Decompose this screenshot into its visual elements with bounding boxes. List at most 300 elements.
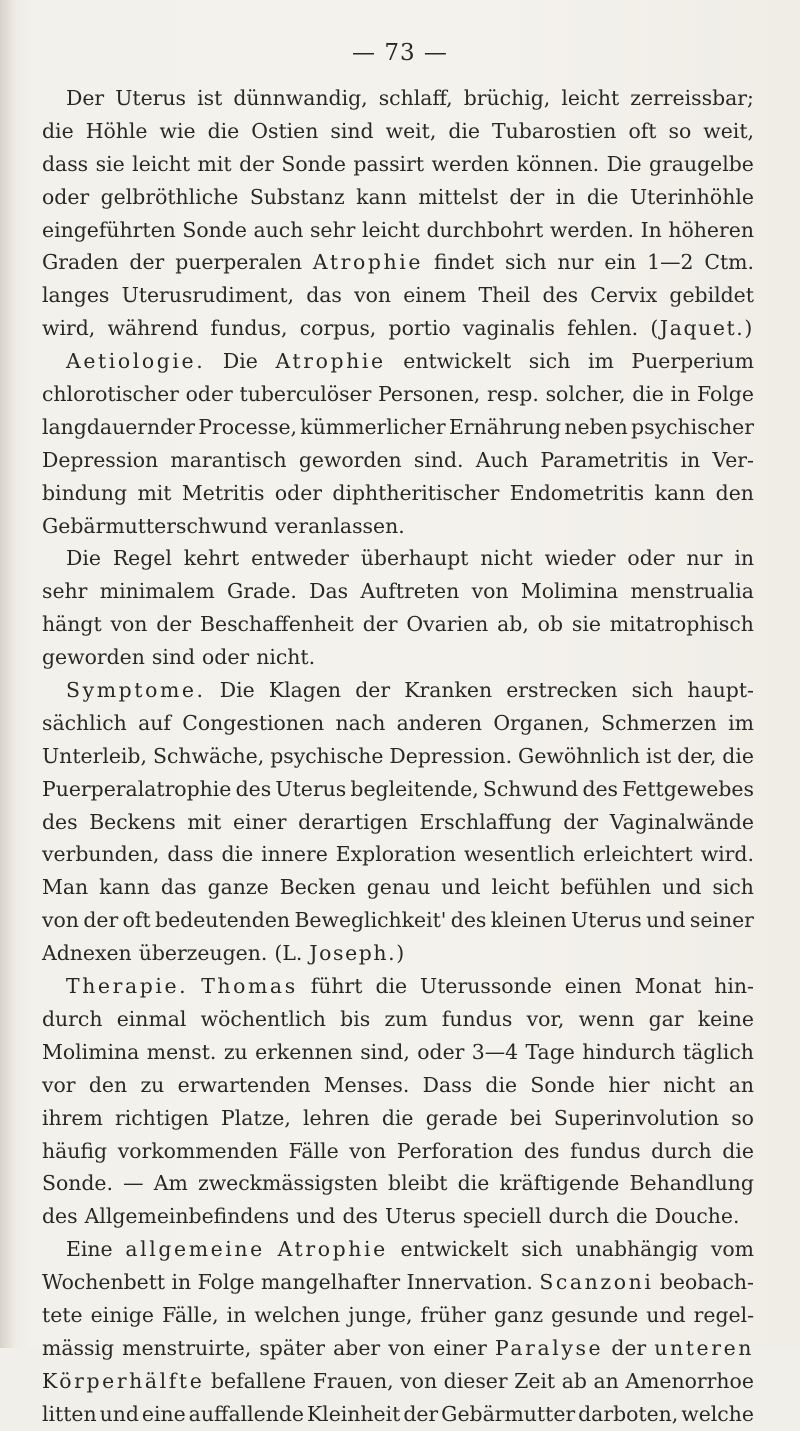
word: Kranken [404, 678, 493, 703]
word: leicht [132, 151, 191, 176]
word: Uterusrudiment, [121, 283, 295, 308]
word: ganze [207, 875, 269, 900]
word: dass [167, 842, 214, 867]
text-line [42, 871, 754, 904]
text-line [42, 312, 754, 345]
word: oder [185, 382, 233, 407]
word: und [662, 875, 702, 900]
word: portio [388, 316, 451, 341]
word: Uterinhöhle [629, 184, 754, 209]
word: Therapie. [66, 974, 189, 999]
word: wird. [700, 842, 754, 867]
word: die [42, 118, 74, 143]
word: oder [417, 1039, 465, 1064]
word: einmal [116, 1006, 187, 1031]
word: ob [537, 612, 564, 637]
word: verbunden, [42, 842, 160, 867]
word: langes [42, 283, 110, 308]
word: und [646, 1302, 686, 1327]
word: häufig [42, 1138, 108, 1163]
text-line [42, 214, 754, 247]
word: (Jaquet.) [650, 316, 754, 341]
word: anderen [396, 710, 482, 735]
word: Man [42, 875, 89, 900]
word: Das [309, 579, 349, 604]
text-line [42, 1135, 754, 1168]
word: wöchentlich [200, 1006, 326, 1031]
word: einer [232, 809, 287, 834]
text-line [42, 1102, 754, 1135]
word: und [441, 875, 481, 900]
word: leicht [362, 217, 420, 242]
word: dieser [443, 1368, 508, 1393]
word: erwartenden [177, 1072, 311, 1097]
word: Zeit [514, 1368, 556, 1393]
word: leicht [491, 875, 550, 900]
word: durch [651, 1138, 712, 1163]
word: ist [646, 743, 672, 768]
body-text [42, 82, 754, 1431]
word: wird, [42, 316, 96, 341]
word: an [728, 1072, 754, 1097]
text-line [42, 1233, 754, 1266]
word: der [362, 612, 398, 637]
word: die [221, 842, 254, 867]
text-line [42, 773, 754, 806]
word: Amenorrhoe [625, 1368, 754, 1393]
word: Atrophie [275, 349, 386, 374]
word: einige [90, 1302, 154, 1327]
word: das [160, 875, 197, 900]
word: befallene [210, 1368, 307, 1393]
text-line [42, 838, 754, 871]
word: so [731, 1105, 754, 1130]
word: die [615, 1204, 648, 1229]
word: in [680, 447, 701, 472]
word: oder [274, 480, 323, 505]
word: nur [686, 546, 723, 571]
word: Joseph.) [309, 941, 406, 966]
word: sie [571, 612, 601, 637]
word: Symptome. [66, 678, 206, 703]
word: Sonde [182, 217, 247, 242]
word: seiner [689, 908, 754, 933]
word: kräftigende [499, 1171, 620, 1196]
text-line [42, 740, 754, 773]
word: Scanzoni [539, 1270, 654, 1295]
word: des [582, 776, 619, 801]
word: menstruirte, [122, 1335, 252, 1360]
text-line [42, 378, 754, 411]
word: werden. [549, 217, 634, 242]
word: oft [122, 908, 151, 933]
word: Der [66, 86, 105, 110]
text-line [42, 608, 754, 641]
word: psychische [270, 743, 384, 768]
word: tuberculöser [239, 382, 372, 407]
word: graugelbe [649, 151, 754, 176]
word: zum [384, 1006, 428, 1031]
text-line [42, 1036, 754, 1069]
word: die [207, 118, 240, 143]
word: der [83, 908, 119, 933]
word: Endometritis [509, 480, 645, 505]
word: gerade [425, 1105, 498, 1130]
word: die [375, 974, 408, 999]
word: Perforation [396, 1138, 514, 1163]
word: die [448, 118, 481, 143]
word: Congestionen [182, 710, 325, 735]
word: 1—2 [647, 250, 694, 275]
word: entweder [251, 546, 349, 571]
word: aber [333, 1335, 381, 1360]
word: Folge [696, 382, 754, 407]
text-line [42, 1167, 754, 1200]
word: findet [434, 250, 495, 275]
word: Metritis [181, 480, 265, 505]
word: junge, [348, 1302, 413, 1327]
word: veranlassen. [274, 513, 405, 538]
word: Tubarostien [492, 118, 617, 143]
word: Uterus [570, 908, 642, 933]
word: Sonde. [42, 1171, 113, 1196]
word: gar [648, 1006, 684, 1031]
word: mit [137, 480, 172, 505]
word: Platze, [220, 1105, 291, 1130]
word: Schwund [482, 776, 579, 801]
word: Menses. [323, 1072, 410, 1097]
word: bis [340, 1006, 371, 1031]
text-line [42, 345, 754, 378]
word: das [306, 283, 342, 308]
word: von [110, 612, 148, 637]
word: im [587, 349, 614, 374]
word: Die [606, 151, 642, 176]
word: Personen, [378, 382, 481, 407]
word: durch [548, 1204, 609, 1229]
word: der, [677, 743, 717, 768]
word: die [632, 382, 664, 407]
word: hindurch [582, 1039, 676, 1064]
word: zu [223, 1039, 248, 1064]
word: hier [608, 1072, 650, 1097]
word: Folge [197, 1270, 255, 1295]
word: oder [627, 546, 675, 571]
word: Schwäche, [152, 743, 265, 768]
word: Innervation. [406, 1270, 533, 1295]
word: wie [159, 118, 196, 143]
text-line [42, 970, 754, 1003]
word: Puerperium [631, 349, 754, 374]
word: mit [187, 809, 222, 834]
word: dass [42, 151, 89, 176]
word: zerreissbar; [630, 86, 754, 110]
word: von [400, 1368, 438, 1393]
word: sich [528, 349, 571, 374]
word: entwickelt [400, 1237, 509, 1262]
word: erleichtert [583, 842, 693, 867]
word: und [296, 1204, 336, 1229]
word: langdauernder [42, 414, 196, 439]
word: sich [712, 875, 754, 900]
word: kümmerlicher [300, 414, 446, 439]
word: können. [516, 151, 600, 176]
word: derartigen [298, 809, 408, 834]
word: leicht [561, 86, 620, 110]
word: sich [631, 678, 674, 703]
word: litten [42, 1401, 97, 1426]
word: Molimina [42, 1039, 140, 1064]
word: führt [310, 974, 363, 999]
word: der [403, 1401, 439, 1426]
word: begleitende, [350, 776, 479, 801]
word: von [349, 1138, 387, 1163]
word: Puerperalatrophie [42, 776, 232, 801]
word: zu [140, 1072, 165, 1097]
word: Fälle [288, 1138, 339, 1163]
word: der [239, 151, 274, 176]
word: mangelhafter [260, 1270, 401, 1295]
word: Beweglichkeit' [294, 908, 447, 933]
word: des [523, 1138, 560, 1163]
word: Ver- [712, 447, 754, 472]
text-line [42, 575, 754, 608]
word: Uterussonde [420, 974, 552, 999]
word: wenn [578, 1006, 635, 1031]
word: keine [697, 1006, 754, 1031]
text-line [42, 411, 754, 444]
word: mit [197, 151, 232, 176]
word: nicht. [256, 645, 316, 670]
word: marantisch [170, 447, 287, 472]
word: von [388, 1335, 426, 1360]
word: sehr [42, 579, 88, 604]
text-line [42, 444, 754, 477]
word: einem [403, 283, 467, 308]
word: Uterus [115, 86, 187, 110]
word: einen [564, 974, 622, 999]
word: sehr [309, 217, 356, 242]
word: kann [654, 480, 706, 505]
word: geworden [42, 645, 145, 670]
word: werden [431, 151, 510, 176]
word: corpus, [299, 316, 377, 341]
word: der [156, 612, 192, 637]
word: entwickelt [403, 349, 512, 374]
word: haupt- [687, 678, 754, 703]
word: in [670, 382, 691, 407]
word: oder [42, 184, 90, 209]
word: Cervix [590, 283, 658, 308]
word: kleinen [490, 908, 567, 933]
word: hängt [42, 612, 102, 637]
word: der [129, 250, 165, 275]
text-line [42, 1069, 754, 1102]
word: Vaginalwände [609, 809, 754, 834]
word: geworden [298, 447, 402, 472]
word: ist [197, 86, 223, 110]
word: Kleinheit [306, 1401, 401, 1426]
word: täglich [682, 1039, 754, 1064]
word: gesunde [551, 1302, 639, 1327]
word: auf [138, 710, 171, 735]
text-line [42, 181, 754, 214]
word: darboten, [578, 1401, 679, 1426]
word: der [563, 809, 599, 834]
word: psychischer [631, 414, 754, 439]
word: Gewöhnlich [518, 743, 640, 768]
word: an [593, 1368, 619, 1393]
binding-shadow [0, 0, 14, 1348]
text-line [42, 1266, 754, 1299]
word: bindung [42, 480, 128, 505]
word: Allgemeinbefindens [84, 1204, 290, 1229]
word: Unterleib, [42, 743, 147, 768]
word: innere [261, 842, 328, 867]
word: sie [95, 151, 125, 176]
word: später [259, 1335, 325, 1360]
word: Regel [112, 546, 172, 571]
word: vaginalis [462, 316, 555, 341]
word: Grade. [227, 579, 297, 604]
word: höheren [668, 217, 754, 242]
word: die [457, 1171, 490, 1196]
word: Frauen, [312, 1368, 394, 1393]
word: des [42, 809, 78, 834]
word: resp. [487, 382, 539, 407]
word: Substanz [249, 184, 345, 209]
word: überzeugen. [138, 941, 268, 966]
word: Die [222, 349, 258, 374]
text-line [42, 1299, 754, 1332]
word: des [235, 776, 272, 801]
word: Douche. [654, 1204, 740, 1229]
word: Ernährung [448, 414, 562, 439]
word: brüchig, [463, 86, 551, 110]
word: ein [604, 250, 637, 275]
word: eingeführten [42, 217, 176, 242]
word: passirt [353, 151, 425, 176]
word: menstrualia [630, 579, 754, 604]
word: sich [521, 1237, 563, 1262]
word: vom [710, 1237, 754, 1262]
word: fundus [441, 1006, 513, 1031]
word: überhaupt [360, 546, 469, 571]
word: von [471, 579, 509, 604]
word: in [226, 1302, 247, 1327]
word: allgemeine [125, 1237, 265, 1262]
word: ab, [497, 612, 529, 637]
word: sind. [413, 447, 464, 472]
word: Höhle [85, 118, 148, 143]
text-line [42, 148, 754, 181]
word: Tage [525, 1039, 575, 1064]
word: tete [42, 1302, 83, 1327]
word: Ctm. [704, 250, 754, 275]
word: Atrophie [277, 1237, 388, 1262]
word: sind [151, 645, 196, 670]
word: Behandlung [629, 1171, 754, 1196]
word: Fettgewebes [622, 776, 754, 801]
word: die [722, 1138, 754, 1163]
word: nach [335, 710, 386, 735]
word: von [42, 908, 79, 933]
word: mittelst [418, 184, 498, 209]
word: Parametritis [540, 447, 669, 472]
word: Uterus [275, 776, 347, 801]
word: in [171, 1270, 192, 1295]
word: weit, [385, 118, 437, 143]
word: des [542, 283, 579, 308]
word: nicht [480, 546, 533, 571]
word: durchbohrt [426, 217, 544, 242]
word: kehrt [183, 546, 240, 571]
text-line [42, 82, 754, 115]
word: ganz [494, 1302, 544, 1327]
word: Beckens [89, 809, 176, 834]
word: des [42, 1204, 78, 1229]
text-line [42, 904, 754, 937]
word: mitatrophisch [609, 612, 754, 637]
word: der [509, 184, 545, 209]
word: Die [219, 678, 255, 703]
word: Processe, [198, 414, 298, 439]
word: des [342, 1204, 379, 1229]
word: Monat [634, 974, 702, 999]
word: schlaff, [378, 86, 453, 110]
word: Gebärmutterschwund [42, 513, 268, 538]
word: Sonde [530, 1072, 595, 1097]
word: eine [141, 1401, 186, 1426]
word: so [668, 118, 692, 143]
text-line [42, 115, 754, 148]
word: Uterus [385, 1204, 456, 1229]
word: menst. [146, 1039, 217, 1064]
word: (L. [274, 941, 303, 966]
word: solcher, [545, 382, 626, 407]
word: ihrem [42, 1105, 103, 1130]
word: bei [510, 1105, 542, 1130]
word: befühlen [560, 875, 652, 900]
word: unabhängig [575, 1237, 699, 1262]
text-line [42, 1398, 754, 1431]
word: Atrophie [312, 250, 424, 275]
word: sind, [360, 1039, 410, 1064]
word: die [485, 1072, 518, 1097]
word: wieder [544, 546, 616, 571]
text-line [42, 1365, 754, 1398]
text-line [42, 806, 754, 839]
word: welchen [254, 1302, 341, 1327]
text-line [42, 542, 754, 575]
word: neben [564, 414, 628, 439]
word: auch [253, 217, 304, 242]
word: einer [433, 1335, 487, 1360]
word: erstrecken [506, 678, 618, 703]
word: puerperalen [175, 250, 302, 275]
word: Depression [42, 447, 159, 472]
word: Molimina [520, 579, 619, 604]
word: Fälle, [162, 1302, 219, 1327]
word: Thomas [201, 974, 298, 999]
word: Erschlaffung [419, 809, 552, 834]
word: weit, [703, 118, 754, 143]
word: im [728, 710, 754, 735]
text-line [42, 1003, 754, 1036]
text-line [42, 641, 754, 674]
word: fehlen. [567, 316, 639, 341]
text-line [42, 279, 754, 312]
